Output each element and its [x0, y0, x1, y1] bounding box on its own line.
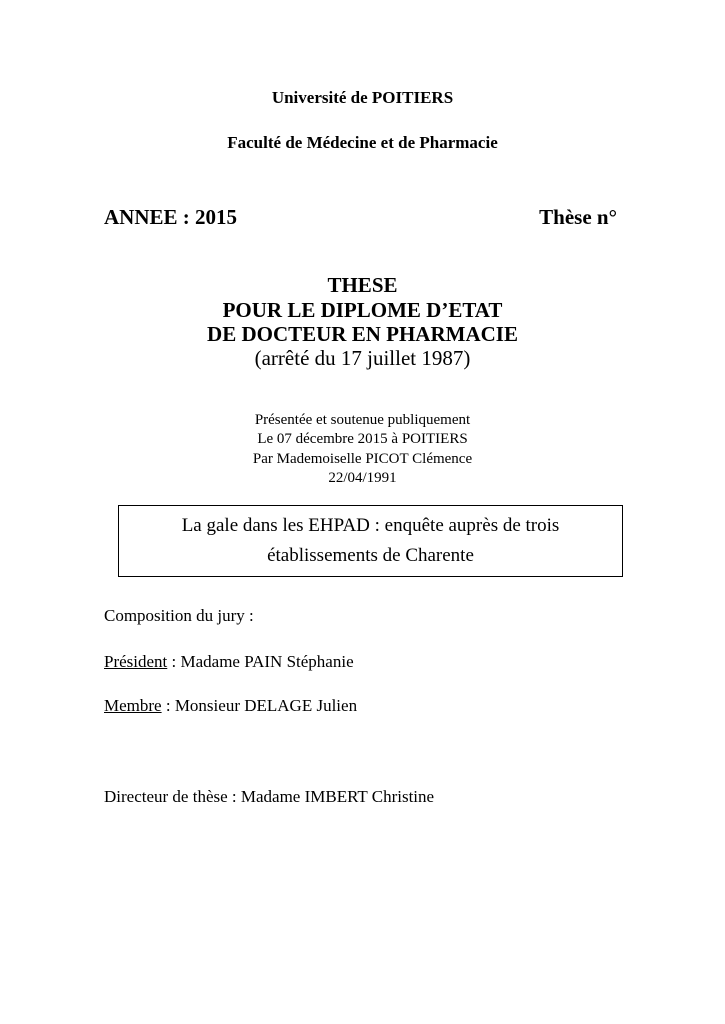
jury-president: [104, 652, 354, 672]
thesis-subject-line-1: La gale dans les EHPAD : enquête auprès de trois: [181, 515, 560, 536]
jury-heading: Composition du jury :: [104, 606, 254, 625]
thesis-subject-box: [118, 505, 623, 577]
defense-date-line: Le 07 décembre 2015 à POITIERS: [257, 431, 468, 447]
thesis-director: Directeur de thèse : Madame IMBERT Christine: [104, 787, 435, 806]
member-name: : Monsieur DELAGE Julien: [161, 696, 358, 715]
thesis-number-label: Thèse n°: [539, 205, 617, 229]
year-label: ANNEE : 2015: [104, 205, 238, 229]
president-name: : Madame PAIN Stéphanie: [167, 652, 354, 671]
thesis-heading: THESE: [327, 273, 398, 297]
author-line: Par Mademoiselle PICOT Clémence: [252, 451, 473, 467]
decree-line: (arrêté du 17 juillet 1987): [254, 346, 471, 370]
thesis-subject-line-2: établissements de Charente: [267, 545, 474, 566]
faculty-name: Faculté de Médecine et de Pharmacie: [227, 133, 498, 152]
doctorate-line: DE DOCTEUR EN PHARMACIE: [207, 322, 518, 346]
birth-date-line: 22/04/1991: [328, 470, 397, 486]
diploma-line: POUR LE DIPLOME D’ETAT: [222, 298, 503, 322]
university-name: Université de POITIERS: [271, 88, 454, 107]
jury-member: [104, 696, 357, 716]
member-role-label: Membre: [104, 696, 162, 715]
presentation-line-1: Présentée et soutenue publiquement: [254, 412, 471, 428]
president-role-label: Président: [104, 652, 168, 671]
